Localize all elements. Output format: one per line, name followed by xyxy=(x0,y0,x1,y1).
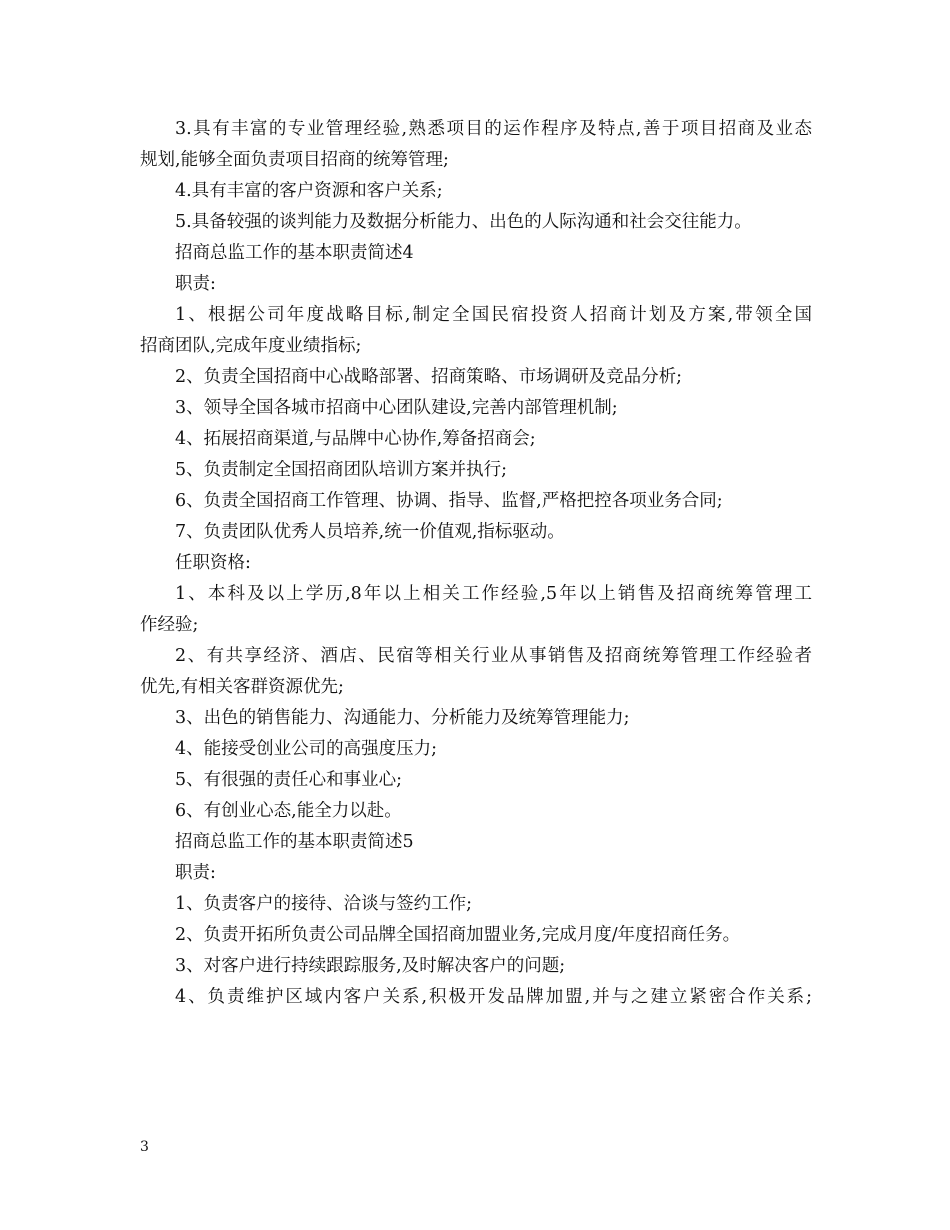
text-line: 招商团队,完成年度业绩指标; xyxy=(140,336,362,356)
page-number: 3 xyxy=(140,1139,149,1155)
text-line: 2、有共享经济、酒店、民宿等相关行业从事销售及招商统筹管理工作经验者 xyxy=(175,646,812,666)
text-line: 5、有很强的责任心和事业心; xyxy=(175,770,403,790)
section-label: 任职资格: xyxy=(175,553,251,573)
text-line: 4、负责维护区域内客户关系,积极开发品牌加盟,并与之建立紧密合作关系; xyxy=(175,987,812,1007)
text-line: 6、负责全国招商工作管理、协调、指导、监督,严格把控各项业务合同; xyxy=(175,491,723,511)
text-line: 1、本科及以上学历,8年以上相关工作经验,5年以上销售及招商统筹管理工 xyxy=(175,584,812,604)
text-line: 3、领导全国各城市招商中心团队建设,完善内部管理机制; xyxy=(175,398,618,418)
text-line: 7、负责团队优秀人员培养,统一价值观,指标驱动。 xyxy=(175,522,565,542)
text-line: 4.具有丰富的客户资源和客户关系; xyxy=(175,181,443,201)
section-heading: 招商总监工作的基本职责简述4 xyxy=(175,243,414,263)
text-line: 规划,能够全面负责项目招商的统筹管理; xyxy=(140,150,449,170)
section-label: 职责: xyxy=(175,274,216,294)
text-line: 3、对客户进行持续跟踪服务,及时解决客户的问题; xyxy=(175,956,566,976)
text-line: 1、根据公司年度战略目标,制定全国民宿投资人招商计划及方案,带领全国 xyxy=(175,305,812,325)
section-label: 职责: xyxy=(175,863,216,883)
text-line: 3.具有丰富的专业管理经验,熟悉项目的运作程序及特点,善于项目招商及业态 xyxy=(175,119,812,139)
text-line: 1、负责客户的接待、洽谈与签约工作; xyxy=(175,894,473,914)
text-line: 4、拓展招商渠道,与品牌中心协作,筹备招商会; xyxy=(175,429,536,449)
text-line: 作经验; xyxy=(140,615,199,635)
text-line: 6、有创业心态,能全力以赴。 xyxy=(175,801,402,821)
text-line: 4、能接受创业公司的高强度压力; xyxy=(175,739,438,759)
text-line: 5.具备较强的谈判能力及数据分析能力、出色的人际沟通和社会交往能力。 xyxy=(175,212,752,232)
page-content xyxy=(140,114,812,1013)
text-line: 优先,有相关客群资源优先; xyxy=(140,677,344,697)
text-line: 2、负责全国招商中心战略部署、招商策略、市场调研及竞品分析; xyxy=(175,367,683,387)
section-heading: 招商总监工作的基本职责简述5 xyxy=(175,832,414,852)
text-line: 2、负责开拓所负责公司品牌全国招商加盟业务,完成月度/年度招商任务。 xyxy=(175,925,741,945)
text-line: 5、负责制定全国招商团队培训方案并执行; xyxy=(175,460,508,480)
text-line: 3、出色的销售能力、沟通能力、分析能力及统筹管理能力; xyxy=(175,708,630,728)
